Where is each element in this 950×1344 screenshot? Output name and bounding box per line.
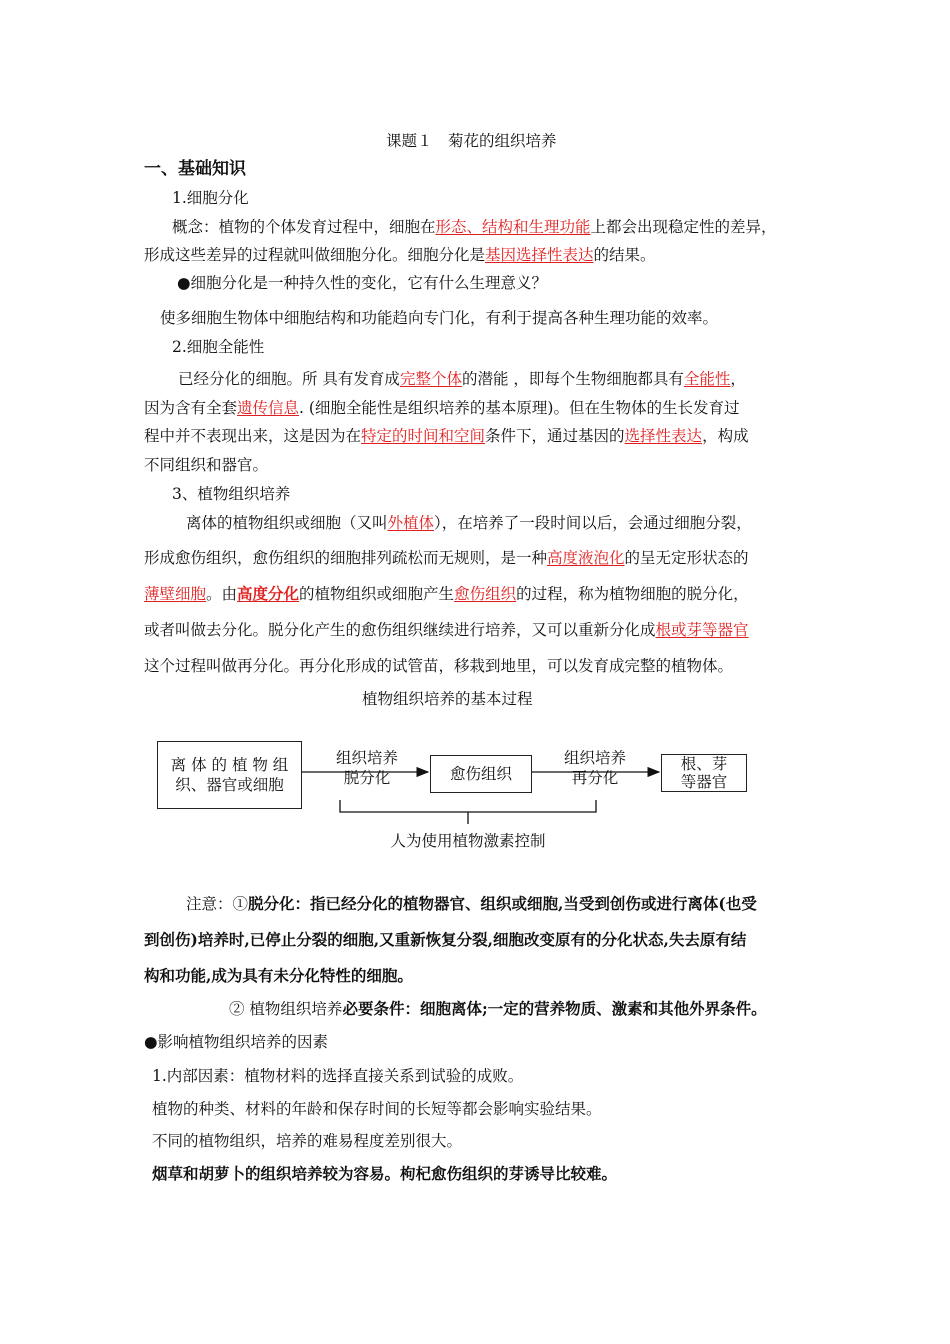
key-term: 形态、结构和生理功能 [435,218,591,236]
totipotency-line-1: 已经分化的细胞。所 具有发育成完整个体的潜能 ，即每个生物细胞都具有全能性， [178,370,746,388]
note-line-2: 到创伤)培养时,已停止分裂的细胞,又重新恢复分裂,细胞改变原有的分化状态,失去原有结 [144,930,747,949]
factors-line-4: 烟草和胡萝卜的组织培养较为容易。枸杞愈伤组织的芽诱导比较难。 [152,1164,618,1183]
totipotency-line-2: 因为含有全套遗传信息. (细胞全能性是组织培养的基本原理)。但在生物体的生长发育过 [144,399,740,417]
note-line-3: 构和功能,成为具有未分化特性的细胞。 [144,966,413,985]
key-term: 遗传信息 [237,399,300,417]
question: ●细胞分化是一种持久性的变化，它有什么生理意义？ [177,274,548,292]
culture-line-4: 或者叫做去分化。脱分化产生的愈伤组织继续进行培养，又可以重新分化成根或芽等器官 [144,621,749,639]
arrow2-label-top: 组织培养 [563,749,626,767]
factors-line-2: 植物的种类、材料的年龄和保存时间的长短等都会影响实验结果。 [152,1100,602,1118]
diagram-title: 植物组织培养的基本过程 [362,690,533,708]
section-heading: 一、基础知识 [144,159,246,179]
culture-line-3: 薄壁细胞。由高度分化的植物组织或细胞产生愈伤组织的过程，称为植物细胞的脱分化， [144,584,749,603]
factors-line-1: 1.内部因素：植物材料的选择直接关系到试验的成败。 [152,1067,524,1085]
arrow1-label-bottom: 脱分化 [343,769,391,787]
arrow2-label-bottom: 再分化 [571,769,619,787]
concept-line-1: 概念：植物的个体发育过程中，细胞在形态、结构和生理功能上都会出现稳定性的差异， [172,218,777,236]
arrow1-label-top: 组织培养 [335,749,398,767]
key-term: 根或芽等器官 [655,621,749,639]
culture-line-1: 离体的植物组织或细胞（又叫外植体），在培养了一段时间以后，会通过细胞分裂， [186,514,752,532]
factors-line-3: 不同的植物组织，培养的难易程度差别很大。 [152,1132,463,1150]
bracket-label: 人为使用植物激素控制 [390,832,546,850]
key-term: 基因选择性表达 [485,246,594,264]
concept-line-2: 形成这些差异的过程就叫做细胞分化。细胞分化是基因选择性表达的结果。 [144,246,656,264]
subheading-tissue-culture: 3、植物组织培养 [172,485,291,503]
note-line-4: ② 植物组织培养必要条件：细胞离体;一定的营养物质、激素和其他外界条件。 [229,999,767,1018]
key-term: 全能性 [683,370,731,388]
box-explant: 离 体 的 植 物 组 织、器官或细胞 [157,741,302,809]
culture-line-5: 这个过程叫做再分化。再分化形成的试管苗，移栽到地里，可以发育成完整的植物体。 [144,657,734,675]
answer: 使多细胞生物体中细胞结构和功能趋向专门化，有利于提高各种生理功能的效率。 [160,309,719,327]
key-term: 选择性表达 [624,427,703,445]
culture-line-2: 形成愈伤组织，愈伤组织的细胞排列疏松而无规则，是一种高度液泡化的呈无定形状态的 [144,549,749,567]
page-title: 课题１ 菊花的组织培养 [386,132,557,150]
key-term: 愈伤组织 [454,585,517,603]
key-term: 高度液泡化 [547,549,625,567]
subheading-totipotency: 2.细胞全能性 [172,338,265,356]
note-line-1: 注意：①脱分化：指已经分化的植物器官、组织或细胞,当受到创伤或进行离体(也受 [186,894,757,913]
key-term: 高度分化 [237,584,300,603]
key-term: 特定的时间和空间 [361,427,486,445]
bracket [340,800,596,812]
box-organs: 根、芽 等器官 [661,754,747,792]
subheading-cell-differentiation: 1.细胞分化 [172,189,249,207]
key-term: 薄壁细胞 [144,585,207,603]
factors-heading: ●影响植物组织培养的因素 [144,1033,329,1051]
totipotency-line-3: 程中并不表现出来，这是因为在特定的时间和空间条件下，通过基因的选择性表达，构成 [144,427,749,445]
box-callus: 愈伤组织 [430,755,532,793]
key-term: 外植体 [387,514,435,532]
key-term: 完整个体 [399,370,462,388]
totipotency-line-4: 不同组织和器官。 [144,456,269,474]
